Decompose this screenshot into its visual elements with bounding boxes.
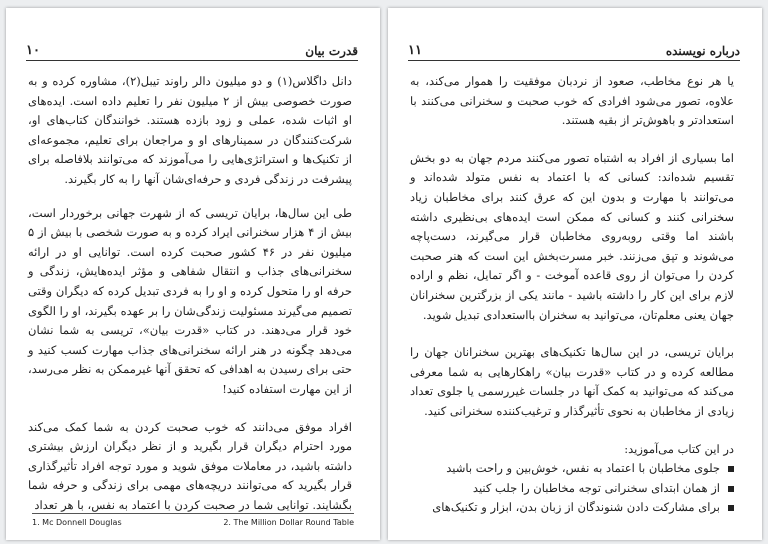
- page-number: ۱۱: [408, 43, 422, 58]
- page-header: [408, 36, 740, 61]
- right-page: [388, 8, 762, 540]
- paragraph: طی این سال‌ها، برایان تریسی که از شهرت جهانی برخوردار است، بیش از ۴ هزار سخنرانی ایراد کرده و به صورت شخصی با بیش از ۵ میلیون نفر در ۴۶ کشور صحبت کرده است. توانایی او در ارائه سخنرانی‌های جذاب و انتقال شفاهی و مؤثر ایده‌هایش، زندگی و حرفه او را متحول کرده و او را به فردی تبدیل کرده که دیگران وقتی تصمیم می‌گیرند مسئولیت زندگی‌شان را بر عهده بگیرند، او را الگوی خود قرار می‌دهند. در کتاب «قدرت بیان»، تریسی به شما نشان می‌دهد چگونه در هنر ارائه سخنرانی‌های جذاب مهارت کسب کنید و حتی برای رسیدن به اهدافی که تحقق آنها غیرممکن به نظر می‌رسد، از این مهارت استفاده کنید!: [28, 205, 352, 396]
- footnotes: [32, 513, 354, 527]
- bullet-list: [410, 459, 734, 518]
- paragraph: اما بسیاری از افراد به اشتباه تصور می‌کنند مردم جهان به دو بخش تقسیم شده‌اند: کسانی که با اعتماد به نفس متولد شده‌اند و می‌توانند با مهارت و بدون این که عرق کنند برای مخاطبان زیاد سخنرانی کنند و کسانی که ممکن است ایده‌های بی‌نظیری داشته باشند اما وقتی روبه‌روی مخاطبان قرار می‌گیرند، دست‌پاچه می‌شوند و تپق می‌زنند. خبر مسرت‌بخش این است که هنر صحبت کردن را می‌توان از روی قاعده آموخت - و اگر تمایل، نظم و اراده لازم برای این کار را داشته باشید - مانند یکی از بزرگترین سخنرانان جهان یعنی معلم‌تان، می‌توانید به سخنران بااستعدادی تبدیل شوید.: [410, 150, 734, 322]
- footnote: 2. The Million Dollar Round Table: [223, 518, 354, 527]
- page-body: [410, 72, 734, 518]
- running-title: قدرت بیان: [305, 44, 358, 58]
- list-item: برای مشارکت دادن شنوندگان از زبان بدن، ابزار و تکنیک‌های: [410, 498, 734, 518]
- running-title: درباره نویسنده: [665, 44, 740, 58]
- paragraph: برایان تریسی، در این سال‌ها تکنیک‌های بهترین سخنرانان جهان را مطالعه کرده و در کتاب «قدرت بیان» راهکارهایی به شما معرفی می‌کند که می‌توانید به کمک آنها در جلسات غیررسمی یا جلوی تعداد زیادی از مخاطبان به نحوی تأثیرگذار و ترغیب‌کننده سخنرانی کنید.: [410, 345, 734, 418]
- left-page: [6, 8, 380, 540]
- paragraph: افراد موفق می‌دانند که خوب صحبت کردن به شما کمک می‌کند مورد احترام دیگران قرار بگیرید و از نظر دیگران ارزش بیشتری داشته باشید، در معاملات موفق شوید و مورد توجه افراد تأثیرگذاری قرار بگیرید که می‌توانند دریچه‌های مهمی برای زندگی و حرفه شما بگشایند. توانایی شما در صحبت کردن با اعتماد به نفس، با هر تعداد: [28, 419, 352, 512]
- page-header: [26, 36, 358, 61]
- page-number: ۱۰: [26, 43, 40, 58]
- list-intro: در این کتاب می‌آموزید:: [624, 441, 734, 456]
- footnote: 1. Mc Donnell Douglas: [32, 518, 122, 527]
- list-item: از همان ابتدای سخنرانی توجه مخاطبان را جلب کنید: [410, 479, 734, 499]
- paragraph: دانل داگلاس(۱) و دو میلیون دالر راوند تیبل(۲)، مشاوره کرده و به صورت خصوصی بیش از ۲ میلیون نفر را تعلیم داده است. ایده‌های او اثبات شده، عملی و زود بازده هستند. خوانندگان کتاب‌های او، شرکت‌کنندگان در سمینارهای او و مراجعان برای تعلیم، مجموعه‌ای از تکنیک‌ها و استراتژی‌هایی را می‌آموزند که می‌توانند بلافاصله برای پیشرفت در زندگی فردی و حرفه‌ای‌شان آنها را به کار بگیرند.: [28, 74, 353, 186]
- list-item: جلوی مخاطبان با اعتماد به نفس، خوش‌بین و راحت باشید: [410, 459, 734, 479]
- paragraph: یا هر نوع مخاطب، صعود از نردبان موفقیت را هموار می‌کند، به علاوه، تصور می‌شود افرادی که خوب صحبت و سخنرانی می‌کنند با استعدادتر و باهوش‌تر از بقیه هستند.: [410, 74, 734, 128]
- page-body: [28, 72, 352, 515]
